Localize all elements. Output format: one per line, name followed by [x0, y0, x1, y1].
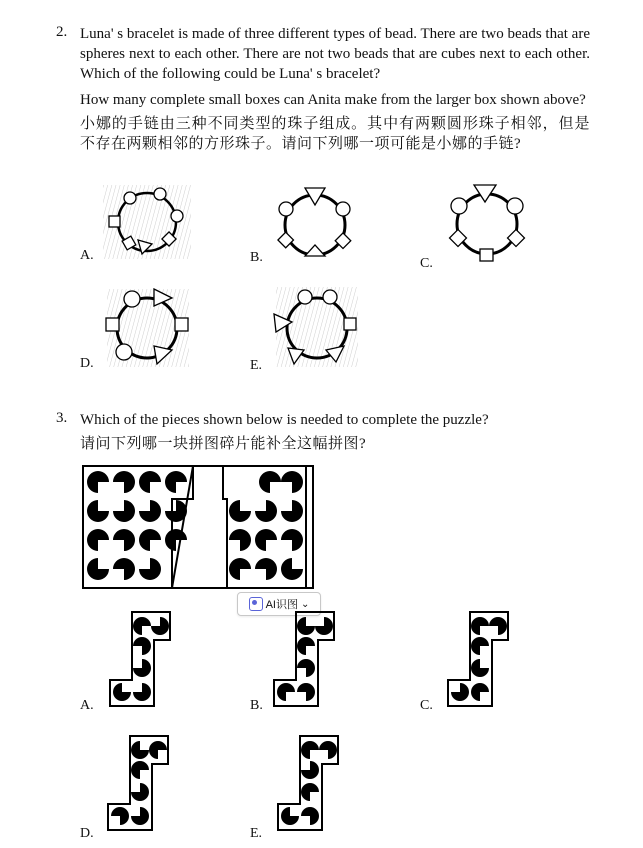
pacman-shape: [301, 761, 319, 779]
piece-e-figure: [276, 734, 356, 834]
pacman-shape: [255, 558, 277, 580]
pacman-shape: [131, 783, 149, 801]
pacman-shape: [471, 659, 489, 677]
bracelet-e-figure: [270, 284, 360, 370]
pacman-shape: [489, 617, 507, 635]
pacman-shape: [113, 500, 135, 522]
pacman-shape: [255, 529, 277, 551]
pacman-shape: [301, 807, 319, 825]
piece-c-figure: [446, 610, 522, 708]
pacman-shape: [87, 558, 109, 580]
q3-stem: [80, 410, 590, 458]
q2-label-e: E.: [250, 358, 263, 373]
pacman-shape: [319, 741, 337, 759]
q3-label-d: D.: [80, 826, 94, 841]
bracelet-d-figure: [102, 286, 192, 370]
pacman-shape: [471, 683, 489, 701]
pacman-shape: [111, 807, 129, 825]
pacman-shape: [297, 637, 315, 655]
pacman-shape: [113, 471, 135, 493]
piece-b-figure: [272, 610, 348, 708]
q2-number: 2.: [56, 24, 68, 40]
pacman-shape: [139, 529, 161, 551]
q3-label-e: E.: [250, 826, 263, 841]
bracelet-a-figure: [100, 182, 194, 262]
pacman-shape: [229, 558, 251, 580]
pacman-shape: [87, 500, 109, 522]
pacman-shape: [297, 683, 315, 701]
pacman-shape: [281, 807, 299, 825]
bracelet-b-figure: [272, 183, 358, 263]
puzzle-board: [82, 465, 314, 589]
pacman-shape: [281, 471, 303, 493]
piece-a-figure: [108, 610, 184, 708]
pacman-shape: [139, 500, 161, 522]
bracelet-c-figure: [444, 180, 530, 264]
q2-label-b: B.: [250, 250, 263, 265]
q3-label-c: C.: [420, 698, 433, 713]
pacman-shape: [315, 617, 333, 635]
q2-label-c: C.: [420, 256, 433, 271]
q3-text-en: Which of the pieces shown below is needed to complete the puzzle?: [80, 412, 489, 428]
pacman-shape: [139, 558, 161, 580]
pacman-shape: [149, 741, 167, 759]
q2-stem: [80, 24, 590, 158]
pacman-shape: [451, 683, 469, 701]
ai-sparkle-icon: [249, 597, 263, 611]
pacman-shape: [229, 500, 251, 522]
q2-text-en: Luna' s bracelet is made of three different types of bead. There are two beads that are spheres next to each other. There are not two beads that are cubes next to each other. Which of the following could be Luna' s bracelet?: [80, 26, 590, 82]
pacman-shape: [133, 659, 151, 677]
pacman-shape: [281, 558, 303, 580]
piece-d-figure: [106, 734, 186, 834]
pacman-shape: [281, 529, 303, 551]
pacman-shape: [297, 659, 315, 677]
pacman-shape: [131, 807, 149, 825]
pacman-shape: [165, 500, 187, 522]
pacman-shape: [87, 529, 109, 551]
q2-text-extra: How many complete small boxes can Anita make from the larger box shown above?: [80, 92, 586, 108]
pacman-shape: [113, 529, 135, 551]
pacman-shape: [229, 529, 251, 551]
pacman-shape: [133, 683, 151, 701]
q3-text-zh: 请问下列哪一块拼图碎片能补全这幅拼图?: [80, 436, 367, 452]
pacman-shape: [259, 471, 281, 493]
pacman-shape: [255, 500, 277, 522]
pacman-shape: [133, 637, 151, 655]
q3-number: 3.: [56, 410, 68, 426]
pacman-shape: [165, 529, 187, 551]
q2-label-a: A.: [80, 248, 94, 263]
chevron-down-icon: ⌄: [301, 598, 310, 610]
pacman-shape: [281, 500, 303, 522]
pacman-shape: [277, 683, 295, 701]
ai-button-label: AI识图: [265, 599, 298, 611]
piece-outline: [83, 466, 313, 588]
pacman-shape: [133, 617, 151, 635]
pacman-shape: [165, 471, 187, 493]
pacman-shape: [131, 741, 149, 759]
pacman-shape: [297, 617, 315, 635]
q2-text-zh: 小娜的手链由三种不同类型的珠子组成。其中有两颗圆形珠子相邻，但是不存在两颗相邻的方形珠子。请问下列哪一项可能是小娜的手链?: [80, 116, 590, 152]
pacman-shape: [301, 783, 319, 801]
q2-label-d: D.: [80, 356, 94, 371]
pacman-shape: [131, 761, 149, 779]
pacman-shape: [471, 617, 489, 635]
pacman-shape: [301, 741, 319, 759]
pacman-shape: [151, 617, 169, 635]
pacman-shape: [87, 471, 109, 493]
q3-label-a: A.: [80, 698, 94, 713]
pacman-shape: [471, 637, 489, 655]
pacman-shape: [139, 471, 161, 493]
pacman-shape: [113, 683, 131, 701]
pacman-shape: [113, 558, 135, 580]
q3-label-b: B.: [250, 698, 263, 713]
